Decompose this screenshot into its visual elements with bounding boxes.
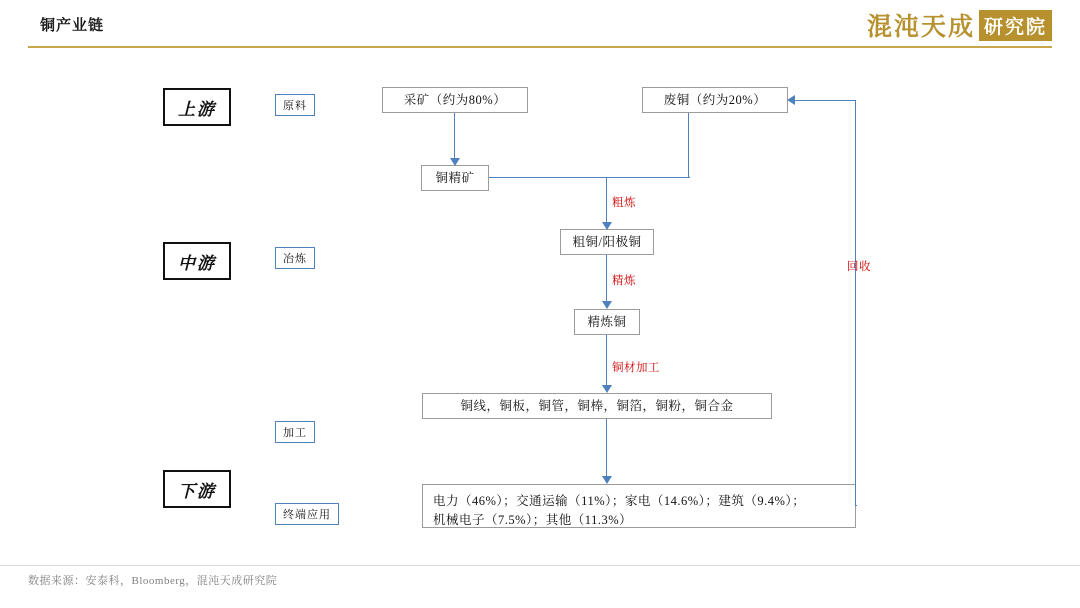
logo-text: 混沌天成 (866, 14, 975, 41)
node-refined-copper: 精炼铜 (574, 309, 640, 335)
node-scrap-copper: 废铜（约为20%） (642, 87, 788, 113)
edge-label-fabrication: 铜材加工 (612, 362, 660, 374)
connector-recycling-bottom (855, 505, 857, 506)
stage-box-downstream: 下游 (163, 470, 231, 508)
stage-box-midstream: 中游 (163, 242, 231, 280)
node-mining: 采矿（约为80%） (382, 87, 528, 113)
arrowhead-blister-to-refined (602, 301, 612, 309)
node-blister-copper: 粗铜/阳极铜 (560, 229, 654, 255)
stage-box-upstream: 上游 (163, 88, 231, 126)
connector-scrap-to-blister-h (606, 177, 690, 178)
arrowhead-concentrate-to-blister (602, 222, 612, 230)
data-source-note: 数据来源：安泰科，Bloomberg，混沌天成研究院 (28, 575, 278, 587)
arrowhead-recycling-to-scrap (787, 95, 795, 105)
category-box-smelting: 冶炼 (275, 247, 315, 269)
category-box-raw-material: 原料 (275, 94, 315, 116)
edge-label-refining: 精炼 (612, 275, 636, 287)
end-use-line-1: 电力（46%）；交通运输（11%）；家电（14.6%）；建筑（9.4%）； (433, 494, 806, 508)
connector-recycling-v (855, 100, 856, 506)
connector-concentrate-to-blister-h (489, 177, 607, 178)
logo-badge: 研究院 (979, 10, 1052, 41)
arrowhead-mining-to-concentrate (450, 158, 460, 166)
connector-refined-to-products (606, 335, 607, 386)
page-title: 铜产业链 (40, 17, 105, 34)
edge-label-smelting: 粗炼 (612, 197, 636, 209)
node-end-use (422, 484, 856, 528)
node-copper-concentrate: 铜精矿 (421, 165, 489, 191)
arrowhead-refined-to-products (602, 385, 612, 393)
connector-recycling-h (795, 100, 856, 101)
brand-logo (867, 8, 1052, 42)
header-divider (28, 46, 1052, 48)
node-copper-products: 铜线，铜板，铜管，铜棒，铜箔，铜粉，铜合金 (422, 393, 772, 419)
footer-divider (0, 565, 1080, 566)
end-use-line-2: 机械电子（7.5%）；其他（11.3%） (433, 512, 633, 527)
connector-products-to-enduse (606, 419, 607, 477)
connector-blister-to-refined (606, 255, 607, 302)
category-box-end-use: 终端应用 (275, 503, 339, 525)
edge-label-recycling: 回收 (847, 261, 871, 273)
category-box-processing: 加工 (275, 421, 315, 443)
connector-scrap-to-blister-v (688, 113, 689, 178)
arrowhead-products-to-enduse (602, 476, 612, 484)
